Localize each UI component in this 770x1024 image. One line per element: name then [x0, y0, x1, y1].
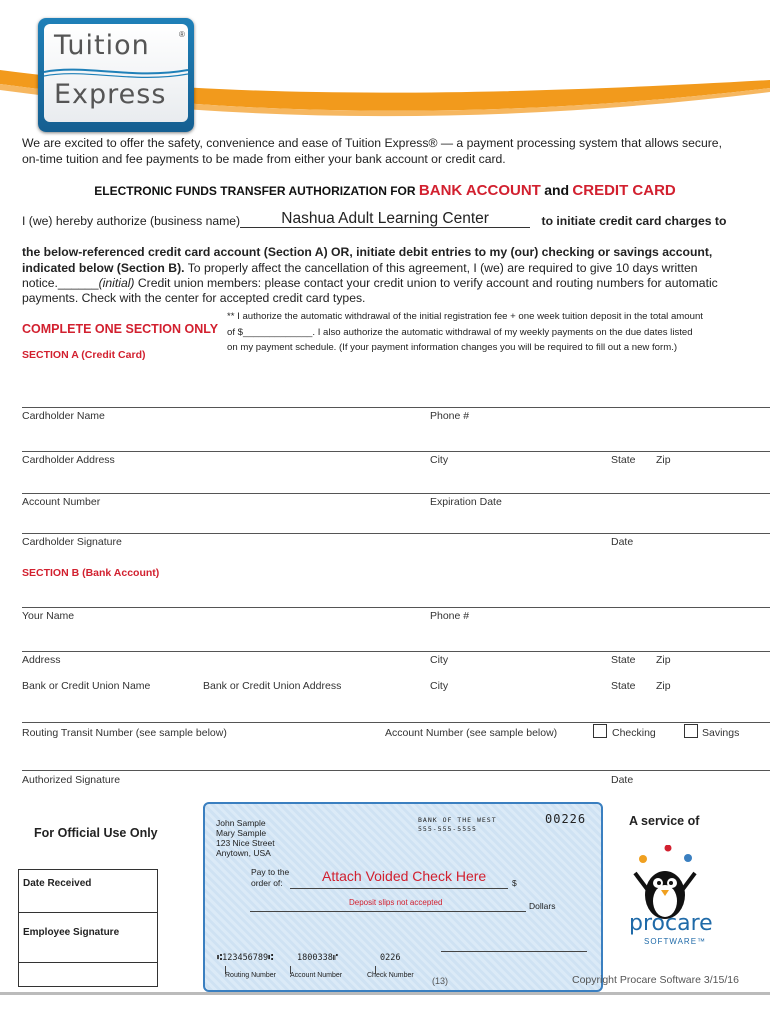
check-bank-phone: 555-555-5555: [418, 825, 477, 833]
payee-line: [290, 888, 508, 889]
official-divider: [19, 962, 157, 963]
logo-reg-mark: ®: [179, 30, 185, 39]
auth-line3-rest: Credit union members: please contact your credit union to verify account and routing numbers for automatic: [137, 276, 718, 290]
business-name-value: Nashua Adult Learning Center: [281, 210, 489, 227]
cardholder-address-field[interactable]: [22, 451, 770, 452]
account-number-field[interactable]: [22, 493, 770, 494]
checking-checkbox[interactable]: [593, 724, 607, 738]
check-pay1: Pay to the: [251, 867, 290, 877]
checking-label: Checking: [612, 727, 656, 739]
intro-line2: on-time tuition and fee payments to be made from either your bank account or credit card.: [22, 152, 506, 166]
savings-checkbox[interactable]: [684, 724, 698, 738]
savings-label: Savings: [702, 727, 740, 739]
cardholder-name-field[interactable]: [22, 407, 770, 408]
check-dollar-sign: $: [512, 878, 517, 888]
check-number-label: Check Number: [367, 972, 414, 979]
initial-field[interactable]: ______: [57, 276, 99, 290]
check-dollars: Dollars: [529, 901, 556, 911]
official-use-box: [18, 869, 158, 987]
check-bank: [418, 816, 497, 834]
address-label: Address: [22, 654, 61, 666]
auth-line5: payments. Check with the center for accepted credit card types.: [22, 291, 366, 305]
zip-label-b2: Zip: [656, 680, 671, 692]
auth-line1: [22, 210, 762, 230]
section-b-title: SECTION B (Bank Account): [22, 567, 160, 579]
auth-bold-line1: the below-referenced credit card account (Section A) OR, initiate debit entries to my (our) checking or savings account,: [22, 245, 713, 259]
zip-label-b: Zip: [656, 654, 671, 666]
complete-one-section: COMPLETE ONE SECTION ONLY: [22, 322, 219, 336]
procare-brand: procare: [629, 911, 713, 936]
micr-account: 1800338⑈: [297, 953, 338, 963]
expiration-label: Expiration Date: [430, 496, 502, 508]
state-label-b2: State: [611, 680, 636, 692]
footer-rule: [0, 992, 770, 995]
cardholder-signature-label: Cardholder Signature: [22, 536, 122, 548]
city-label: City: [430, 454, 449, 466]
title-prefix: ELECTRONIC FUNDS TRANSFER AUTHORIZATION FOR: [94, 184, 416, 198]
logo-line1: Tuition: [54, 30, 150, 61]
deposit-note: Deposit slips not accepted: [349, 898, 443, 907]
account-number-sample-label: Account Number: [290, 972, 343, 979]
official-use-title: For Official Use Only: [34, 826, 158, 840]
micr-check: 0226: [380, 953, 401, 963]
copyright: Copyright Procare Software 3/15/16: [572, 974, 739, 986]
tuition-express-logo: [38, 18, 194, 132]
cardholder-signature-field[interactable]: [22, 533, 770, 534]
date-label-b: Date: [611, 774, 634, 786]
state-label: State: [611, 454, 636, 466]
auth-line2-rest: To properly affect the cancellation of this agreement, I (we) are required to give 10 days written: [187, 261, 698, 275]
business-name-field[interactable]: [240, 211, 530, 228]
authorized-signature-field[interactable]: [22, 770, 770, 771]
check-pay-to: [251, 867, 289, 889]
check-street: 123 Nice Street: [216, 838, 275, 848]
page-number: (13): [432, 976, 449, 986]
service-of-label: A service of: [629, 814, 700, 828]
sample-check: [203, 802, 603, 992]
city-label-b2: City: [430, 680, 449, 692]
auth-tail: to initiate credit card charges to: [541, 214, 727, 228]
auth-lead: I (we) hereby authorize (business name): [22, 214, 241, 228]
routing-number-label: Routing Number: [225, 972, 276, 979]
date-received-label: Date Received: [23, 878, 92, 889]
initial-label: (initial): [98, 276, 135, 290]
zip-label: Zip: [656, 454, 671, 466]
official-divider: [19, 912, 157, 913]
intro-line1: We are excited to offer the safety, convenience and ease of Tuition Express® — a payment processing system that allows secure,: [22, 136, 722, 150]
micr-routing: ⑆123456789⑆: [217, 953, 274, 963]
phone-label-b: Phone #: [430, 610, 470, 622]
routing-label: Routing Transit Number (see sample below): [22, 727, 227, 739]
signature-line: [441, 951, 587, 952]
attach-voided-check: Attach Voided Check Here: [322, 868, 487, 884]
logo-wave-icon: [44, 64, 188, 80]
auth-notice: notice.: [22, 276, 58, 290]
check-name1: John Sample: [216, 818, 266, 828]
check-pay2: order of:: [251, 878, 283, 888]
title-credit: CREDIT CARD: [572, 182, 676, 199]
check-address: [216, 818, 275, 858]
acct-label: Account Number (see sample below): [385, 727, 558, 739]
form-title: [0, 182, 770, 199]
note-line3: on my payment schedule. (If your payment information changes you will be required to fill out a new form.): [227, 342, 678, 353]
address-field[interactable]: [22, 651, 770, 652]
auth-bold-line2: indicated below (Section B).: [22, 261, 185, 275]
employee-signature-label: Employee Signature: [23, 927, 120, 938]
bank-address-label: Bank or Credit Union Address: [203, 680, 342, 692]
auth-note: [227, 309, 767, 356]
your-name-label: Your Name: [22, 610, 75, 622]
city-label-b: City: [430, 654, 449, 666]
auth-line4: [22, 275, 762, 291]
bank-name-label: Bank or Credit Union Name: [22, 680, 151, 692]
title-bank: BANK ACCOUNT: [418, 182, 541, 199]
cardholder-address-label: Cardholder Address: [22, 454, 115, 466]
phone-label: Phone #: [430, 410, 470, 422]
section-a-title: SECTION A (Credit Card): [22, 349, 146, 361]
check-city: Anytown, USA: [216, 848, 271, 858]
your-name-field[interactable]: [22, 607, 770, 608]
note-line2: of $_____________. I also authorize the automatic withdrawal of my weekly payments on the due dates listed: [227, 326, 693, 338]
auth-line3: [22, 260, 762, 276]
date-label: Date: [611, 536, 634, 548]
intro-text: [22, 135, 752, 167]
cardholder-name-label: Cardholder Name: [22, 410, 105, 422]
procare-software: SOFTWARE™: [644, 937, 707, 946]
account-number-label: Account Number: [22, 496, 101, 508]
routing-field[interactable]: [22, 722, 770, 723]
authorized-signature-label: Authorized Signature: [22, 774, 121, 786]
check-number: 00226: [545, 812, 587, 826]
note-line1: ** I authorize the automatic withdrawal of the initial registration fee + one week tuition deposit in the total amount: [227, 311, 703, 322]
state-label-b: State: [611, 654, 636, 666]
logo-line2: Express: [54, 79, 167, 110]
title-and: and: [544, 182, 570, 198]
check-name2: Mary Sample: [216, 828, 267, 838]
check-bank-name: BANK OF THE WEST: [418, 816, 497, 824]
amount-line: [250, 911, 526, 912]
